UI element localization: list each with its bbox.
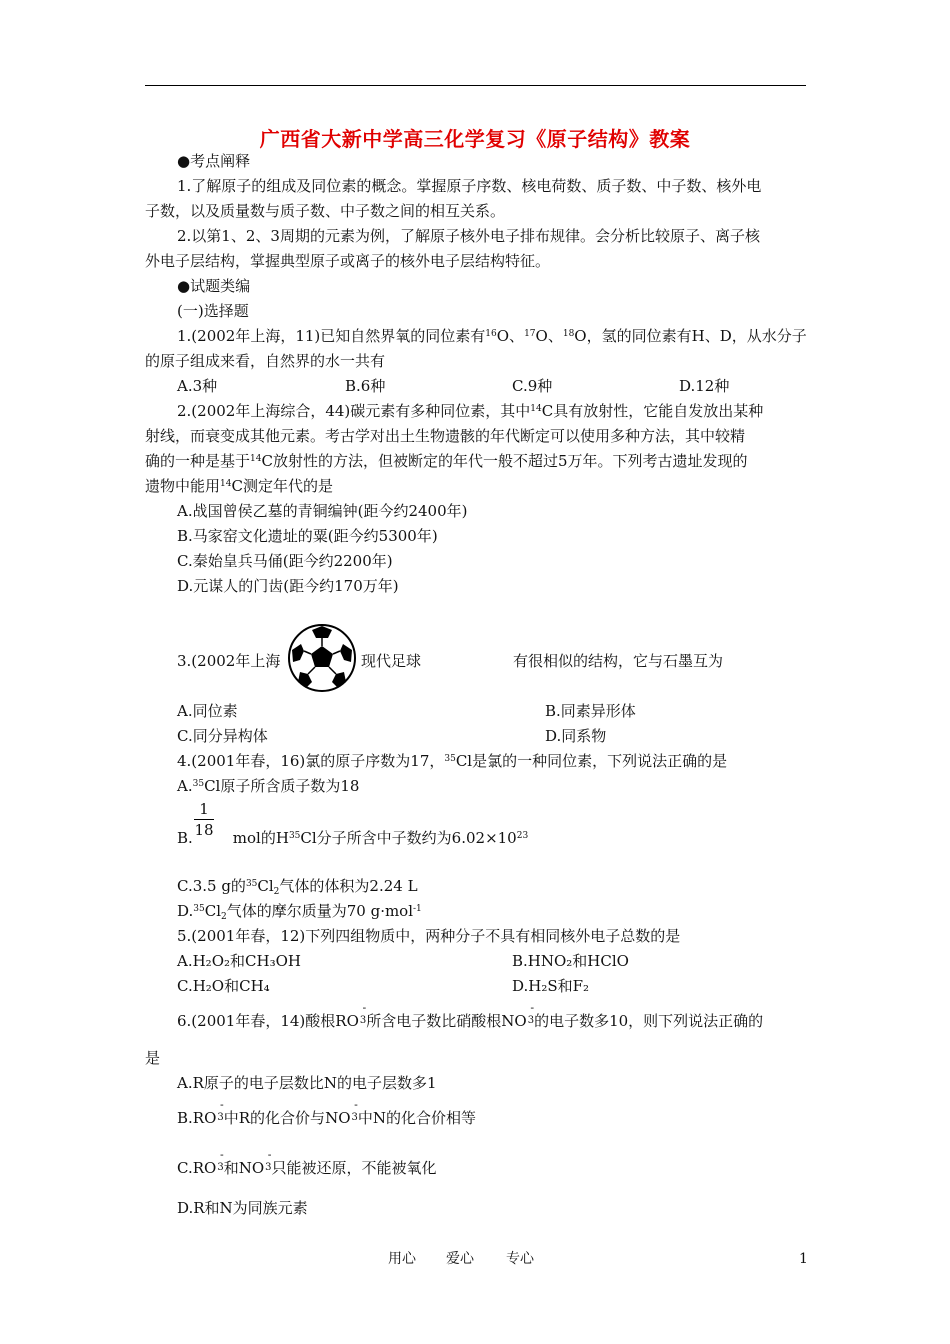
footer-word-2: 爱心 [446, 1251, 474, 1267]
kaodian-1-line1: 1.了解原子的组成及同位素的概念。掌握原子序数、核电荷数、质子数、中子数、核外电 [177, 177, 762, 195]
q3-option-a: A.同位素 [177, 702, 238, 720]
q5-option-d: D.H₂S和F₂ [512, 977, 590, 995]
q3-option-d: D.同系物 [545, 727, 607, 745]
q1-line1: 1.(2002年上海，11)已知自然界氧的同位素有$^{16}$O、$^{17}$O、$^{18}$O，氢的同位素有H、D，从水分子 [177, 327, 807, 345]
q1-option-c: C.9种 [512, 377, 553, 395]
header-rule [145, 85, 806, 86]
q5-option-b: B.HNO₂和HClO [512, 952, 629, 970]
q1-option-b: B.6种 [345, 377, 386, 395]
footer-word-3: 专心 [506, 1251, 534, 1267]
ion-ro3: $RO^3$ - [335, 1001, 367, 1030]
q4-option-b: B. mol的$H^{35}Cl$分子所含中子数约为$6.02\times 10^{23}$ [177, 829, 529, 847]
fraction-bar [194, 819, 214, 820]
section-heading-shiti: ●试题类编 [177, 277, 251, 295]
q4-option-a: A.$^{35}$Cl原子所含质子数为18 [177, 777, 360, 795]
q5-option-c: C.H₂O和CH₄ [177, 977, 270, 995]
q2-option-b: B.马家窑文化遗址的粟(距今约5300年) [177, 527, 438, 545]
q4-option-d: $D.^{35}Cl_2$气体的摩尔质量为70 g·mol$^{-1}$ [177, 902, 422, 922]
q2-line2: 射线，而衰变成其他元素。考古学对出土生物遗骸的年代断定可以使用多种方法，其中较精 [145, 427, 746, 445]
q1-line2: 的原子组成来看，自然界的水一共有 [145, 352, 386, 370]
q5-option-a: A.H₂O₂和CH₃OH [177, 952, 301, 970]
subsection-xuanze: (一)选择题 [177, 302, 249, 320]
section-heading-kaodian: ●考点阐释 [177, 152, 251, 170]
q3-option-c: C.同分异构体 [177, 727, 268, 745]
q2-option-c: C.秦始皇兵马俑(距今约2200年) [177, 552, 393, 570]
q4-line1: 4.(2001年春，16)氯的原子序数为17，$^{35}$Cl是氯的一种同位素，下列说法正确的是 [177, 752, 728, 770]
q3-line1-b: 现代足球 [361, 652, 422, 670]
q6-line1: 6.(2001年春，14)酸根$RO^3$ - 所含电子数比硝酸根$NO^3$ - 的电子数多10，则下列说法正确的 [177, 1011, 763, 1034]
q6-option-d: D.R和N为同族元素 [177, 1199, 308, 1217]
kaodian-1-line2: 子数，以及质量数与质子数、中子数之间的相互关系。 [145, 202, 506, 220]
fraction-numerator: 1 [199, 800, 209, 818]
q6-option-b: $B.RO^3$ - 中R的化合价与$NO^3$ - 中N的化合价相等 [177, 1108, 476, 1131]
q2-line4: 遗物中能用$^{14}$C测定年代的是 [145, 477, 333, 495]
page-title: 广西省大新中学高三化学复习《原子结构》教案 [259, 127, 691, 151]
kaodian-2-line2: 外电子层结构，掌握典型原子或离子的核外电子层结构特征。 [145, 252, 551, 270]
q1-option-a: A.3种 [177, 377, 218, 395]
q2-line3: 确的一种是基于$^{14}$C放射性的方法，但被断定的年代一般不超过5万年。下列考古遗址发现的 [145, 452, 748, 470]
fraction-denominator: 18 [194, 821, 214, 839]
q3-option-b: B.同素异形体 [545, 702, 636, 720]
q2-option-a: A.战国曾侯乙墓的青铜编钟(距今约2400年) [177, 502, 468, 520]
q5-line1: 5.(2001年春，12)下列四组物质中，两种分子不具有相同核外电子总数的是 [177, 927, 681, 945]
ion-ro3: $RO^3$ - [192, 1098, 224, 1127]
kaodian-2-line1: 2.以第1、2、3周期的元素为例，了解原子核外电子排布规律。会分析比较原子、离子核 [177, 227, 760, 245]
ion-ro3: $RO^3$ - [192, 1148, 224, 1177]
football-image [288, 624, 356, 692]
ion-no3: $NO^3$ - [238, 1148, 272, 1177]
footer-word-1: 用心 [388, 1251, 416, 1267]
ion-no3: $NO^3$ - [325, 1098, 358, 1127]
q3-line1-c: 有很相似的结构，它与石墨互为 [513, 652, 724, 670]
q6-option-c: $C.RO^3$ - 和$NO^3$ - 只能被还原，不能被氧化 [177, 1158, 437, 1181]
q1-option-d: D.12种 [679, 377, 730, 395]
q4-option-c: C.3.5 g的$^{35}Cl_2$气体的体积为2.24 L [177, 877, 418, 897]
q6-option-a: A.R原子的电子层数比N的电子层数多1 [177, 1074, 437, 1092]
ion-no3: $NO^3$ - [501, 1001, 535, 1030]
q2-option-d: D.元谋人的门齿(距今约170万年) [177, 577, 399, 595]
q2-line1: 2.(2002年上海综合，44)碳元素有多种同位素，其中$^{14}$C具有放射性，它能自发放出某种 [177, 402, 764, 420]
q6-line2: 是 [145, 1049, 161, 1067]
page-number: 1 [799, 1251, 808, 1267]
q3-line1-a: 3.(2002年上海 [177, 652, 281, 670]
